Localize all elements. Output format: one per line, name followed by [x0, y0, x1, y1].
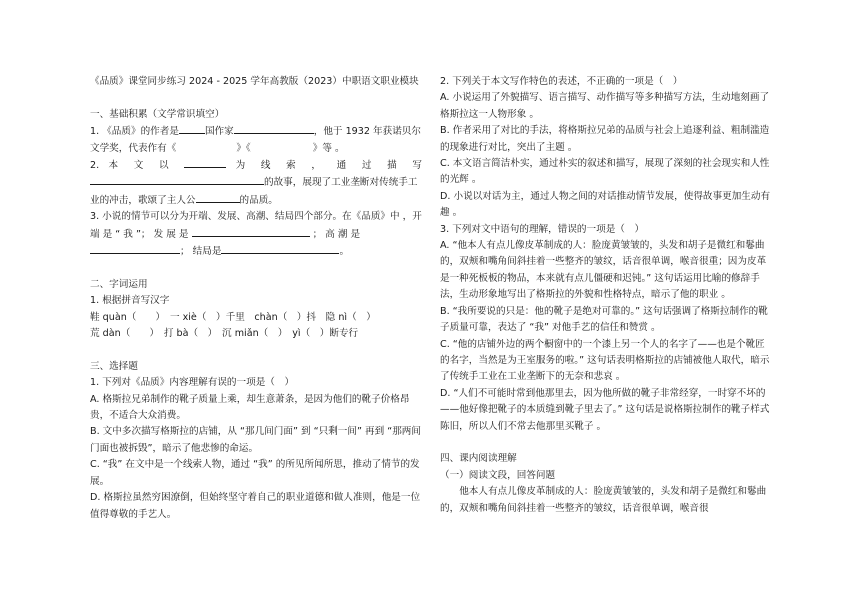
blank	[184, 157, 226, 168]
mc-3-option-d: D. “人们不可能时常到他那里去，因为他所做的靴子非常经穿，一时穿不坏的——他好像把靴子的本质缝到靴子里去了。” 这句话是说格斯拉制作的靴子样式陈旧，所以人们不常去他那里买靴子 。	[440, 387, 770, 432]
mc-1-option-a: A. 格斯拉兄弟制作的靴子质量上乘，却生意萧条，是因为他们的靴子价格昂贵，不适合大众消费。	[90, 393, 410, 422]
mc-3-option-a: A. “他本人有点儿像皮革制成的人：脸庞黄皱皱的，头发和胡子是微红和鬈曲的，双颊和嘴角间斜挂着一些整齐的皱纹，话音很单调，喉音很重；因为皮革是一种死板板的物品，本来就有点儿僵硬和迟钝。” 这句话运用比喻的修辞手法，生动形象地写出了格斯拉的外貌和性格特点，暗示了他的职业 。	[440, 240, 767, 301]
reading-subtitle: （一）阅读文段，回答问题	[440, 469, 556, 481]
blank	[176, 141, 236, 151]
section-2-title: 二、字词运用	[90, 278, 148, 290]
question-1: 1. 《品质》的作者是 国作家 ，他于 1932 年获诺贝尔文学奖，代表作有《 》《 》等 。	[90, 123, 422, 157]
mc-1-option-c: C. “我” 在文中是一个线索人物，通过 “我” 的所见所闻所思，推动了情节的发展。	[90, 459, 420, 487]
blank	[179, 123, 205, 134]
pinyin-row-1: 鞋 quàn（ ） 一 xiè（ ）千里 chàn（ ）抖 隐 nì（ ）	[90, 311, 376, 323]
mc-2-question: 2. 下列关于本文写作特色的表述，不正确的一项是（ ）	[440, 76, 683, 87]
document-title: 《品质》课堂同步练习 2024 - 2025 学年高教版（2023）中职语文职业模块	[90, 76, 419, 87]
left-column	[90, 74, 422, 523]
mc-1-option-d: D. 格斯拉虽然穷困潦倒，但始终坚守着自己的职业道德和做人准则，他是一位值得尊敬的手艺人。	[90, 492, 421, 520]
reading-passage: 他本人有点儿像皮革制成的人：脸庞黄皱皱的，头发和胡子是微红和鬈曲的，双颊和嘴角间斜挂着一些整齐的皱纹，话音很单调，喉音很	[440, 486, 767, 514]
question-2-line-1: 2. 本 文 以 为 线 索 ， 通 过 描 写	[90, 157, 422, 174]
mc-2-option-a: A. 小说运用了外貌描写、语言描写、动作描写等多种描写方法，生动地刻画了格斯拉这一人物形象 。	[440, 92, 770, 120]
subsection-title: 1. 根据拼音写汉字	[90, 295, 170, 307]
mc-2-option-b: B. 作者采用了对比的手法，将格斯拉兄弟的品质与社会上追逐利益、粗制滥造的现象进行对比，突出了主题 。	[440, 125, 770, 153]
mc-1-option-b: B. 文中多次描写格斯拉的店铺，从 “那几间门面” 到 “只剩一间” 再到 “那两间门面也被拆毁”，暗示了他悲惨的命运。	[90, 426, 421, 454]
blank	[90, 243, 180, 254]
question-2-line-2: 的故事，展现了工业垄断对传统手工业的冲击，歌颂了主人公 的品质。	[90, 174, 422, 209]
mc-2-option-c: C. 本文语言简洁朴实，通过朴实的叙述和描写，展现了深刻的社会现实和人性的光辉 。	[440, 158, 770, 186]
blank	[192, 226, 310, 237]
mc-2-option-d: D. 小说以对话为主，通过人物之间的对话推动情节发展，使得故事更加生动有趣 。	[440, 190, 771, 219]
blank	[234, 123, 314, 134]
blank	[251, 141, 313, 151]
question-3: 3. 小说的情节可以分为开端、发展、高潮、结局四个部分。在《品质》中 ，开 端 是 “ 我 ”； 发 展 是 ； 高 潮 是 ； 结局是 。	[90, 211, 422, 258]
blank	[221, 243, 339, 254]
section-1-title: 一、基础积累（文学常识填空）	[90, 108, 225, 120]
section-3-title: 三、选择题	[90, 360, 138, 372]
mc-3-question: 3. 下列对文中语句的理解，错误的一项是（ ）	[440, 223, 645, 235]
section-4-title: 四、课内阅读理解	[440, 453, 517, 465]
mc-3-option-b: B. “我所要说的只是：他的靴子是绝对可靠的。” 这句话强调了格斯拉制作的靴子质量可靠，表达了 “我” 对他手艺的信任和赞赏 。	[440, 305, 768, 334]
mc-1-question: 1. 下列对《品质》内容理解有误的一项是（ ）	[90, 377, 295, 389]
pinyin-row-2: 荒 dàn（ ） 打 bà（ ） 沉 miǎn（ ） yì（ ）断专行	[90, 328, 359, 340]
blank	[196, 192, 240, 203]
blank	[90, 174, 264, 185]
mc-3-option-c: C. “他的店铺外边的两个橱窗中的一个漆上另一个人的名字了——也是个靴匠的名字，当然是为王室服务的啦。” 这句话表明格斯拉的店铺被他人取代，暗示了传统手工业在工业垄断下的无奈和悲哀 。	[440, 338, 770, 383]
right-column	[440, 74, 772, 517]
